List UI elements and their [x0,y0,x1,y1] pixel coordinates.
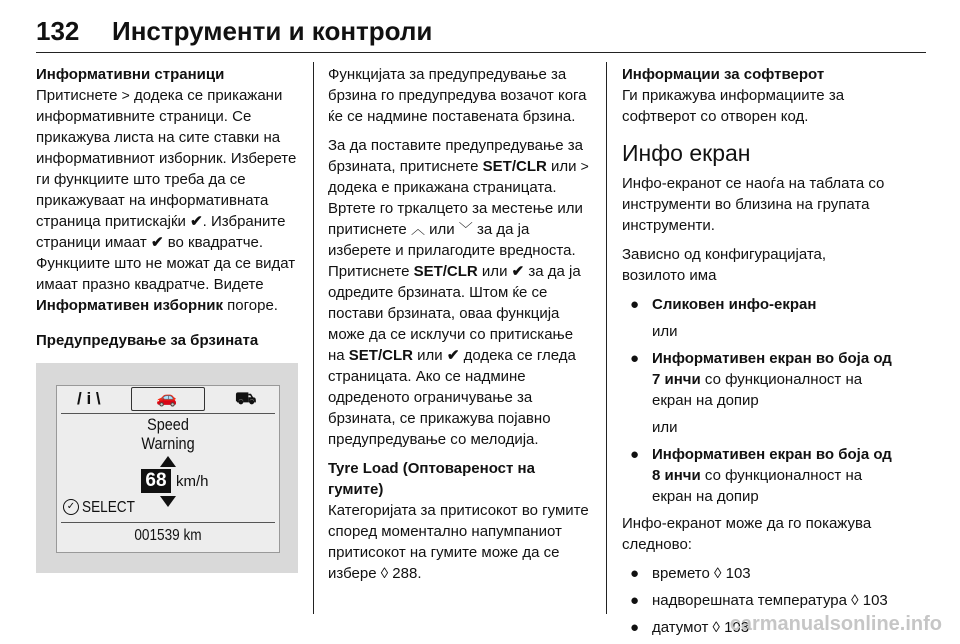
icon-row [57,386,279,412]
arrow-down-icon [160,496,176,507]
paragraph: Зависно од конфигурацијата, возилото има [622,246,827,284]
section-heading-info-pages: Информативни страници [36,66,225,83]
chevron-up-icon: ︿ [410,221,425,237]
paragraph: За да поставите предупредување за брзината, притиснете SET/CLR или > додека е прикажана страницата. Вртете го тркалцето за местење или притиснете ︿ или ﹀ за да ја изберете и прилагодите вредноста. Притиснете SET/CLR или ✔ за да ја одредите брзината. Штом ќе се постави брзината, оваа функција може да се исклучи со притискање на SET/CLR или ✔ додека се гледа страницата. Ако се надмине одреденото ограничување за брзината, се прикажува појавно предупредување со мелодија. [328,137,589,448]
divider [61,522,275,523]
check-icon: ✔ [190,213,203,230]
display-options-list [622,294,892,315]
vehicle-tilt-icon: ⛟ [235,389,257,408]
odometer-readout: 001539 km [134,527,202,544]
paragraph: Функцијата за предупредување за брзина го предупредува возачот кога ќе се надмине поставената брзина. [328,66,587,125]
check-icon: ✔ [511,263,525,280]
speed-warning-display-illustration [36,363,298,573]
section-heading-speed-warning: Предупредување за брзината [36,332,259,349]
page-title: Инструменти и контроли [112,16,433,46]
speed-value: 68 [141,469,171,493]
list-item: ● надворешната температура ◊ 103 [630,592,888,609]
column-3 [622,64,892,644]
chevron-down-icon: ﹀ [458,221,473,237]
paragraph: Инфо-екранот се наоѓа на таблата со инструменти во близина на групата инструменти. [622,175,885,234]
chevron-right-icon: > [121,87,130,103]
check-icon: ✔ [150,234,164,251]
section-heading-tyre-load: Tyre Load (Оптовареност на гумите) [328,460,535,498]
bullet-icon: ● [630,446,640,463]
chevron-right-icon: > [580,158,589,174]
divider [61,413,275,414]
page-reference: ◊ 288. [380,565,422,582]
list-item: ● датумот ◊ 103 [630,619,750,636]
bullet-icon: ● [630,565,640,582]
list-item: ● времето ◊ 103 [630,565,751,582]
bullet-icon: ● [630,619,640,636]
column-divider [606,62,607,614]
bullet-icon: ● [630,592,640,609]
select-check-icon: ✓ [63,499,79,515]
column-2 [328,64,590,592]
warning-label: Warning [141,434,195,453]
speed-label: Speed [147,415,189,434]
or-text: или [652,323,678,340]
watermark: carmanualsonline.info [729,613,942,635]
page-header [36,14,926,53]
paragraph: Притиснете > додека се прикажани информативните страници. Се прикажува листа на сите ставки на информативниот изборник. Изберете ги функциите што треба да се прикажуваат на информативната страница притискајќи ✔. Избраните страници имаат ✔ во квадратче. Функциите што не можат да се видат имаат празно квадратче. Видете Информативен изборник погоре. [36,87,297,314]
instrument-screen [56,385,280,553]
column-1 [36,64,298,351]
paragraph: Категоријата за притисокот во гумите според моментално напумпаниот притисокот на гумите може да се избере ◊ 288. [328,502,589,582]
display-options-list [622,348,892,411]
or-text: или [652,419,678,436]
column-divider [313,62,314,614]
bullet-icon: ● [630,350,640,367]
section-heading-software-info: Информации за софтверот [622,66,825,83]
display-options-list [622,444,892,507]
list-item: ● Информативен екран во боја од 7 инчи со функционалност на екран на допир [630,350,892,409]
road-info-icon: / i \ [77,389,101,408]
paragraph: Инфо-екранот може да го покажува следново: [622,515,872,553]
arrow-up-icon [160,456,176,467]
list-item: ● Информативен екран во боја од 8 инчи со функционалност на екран на допир [630,446,892,505]
bullet-icon: ● [630,296,640,313]
car-icon: 🚗 [156,388,178,407]
check-icon: ✔ [446,347,460,364]
list-item: ● Сликовен инфо-екран [630,296,817,313]
section-title-info-display: Инфо екран [622,140,751,166]
select-label: SELECT [82,499,135,516]
paragraph: Ги прикажува информациите за софтверот со отворен код. [622,87,845,125]
speed-unit: km/h [176,473,209,490]
page-number: 132 [36,16,80,46]
